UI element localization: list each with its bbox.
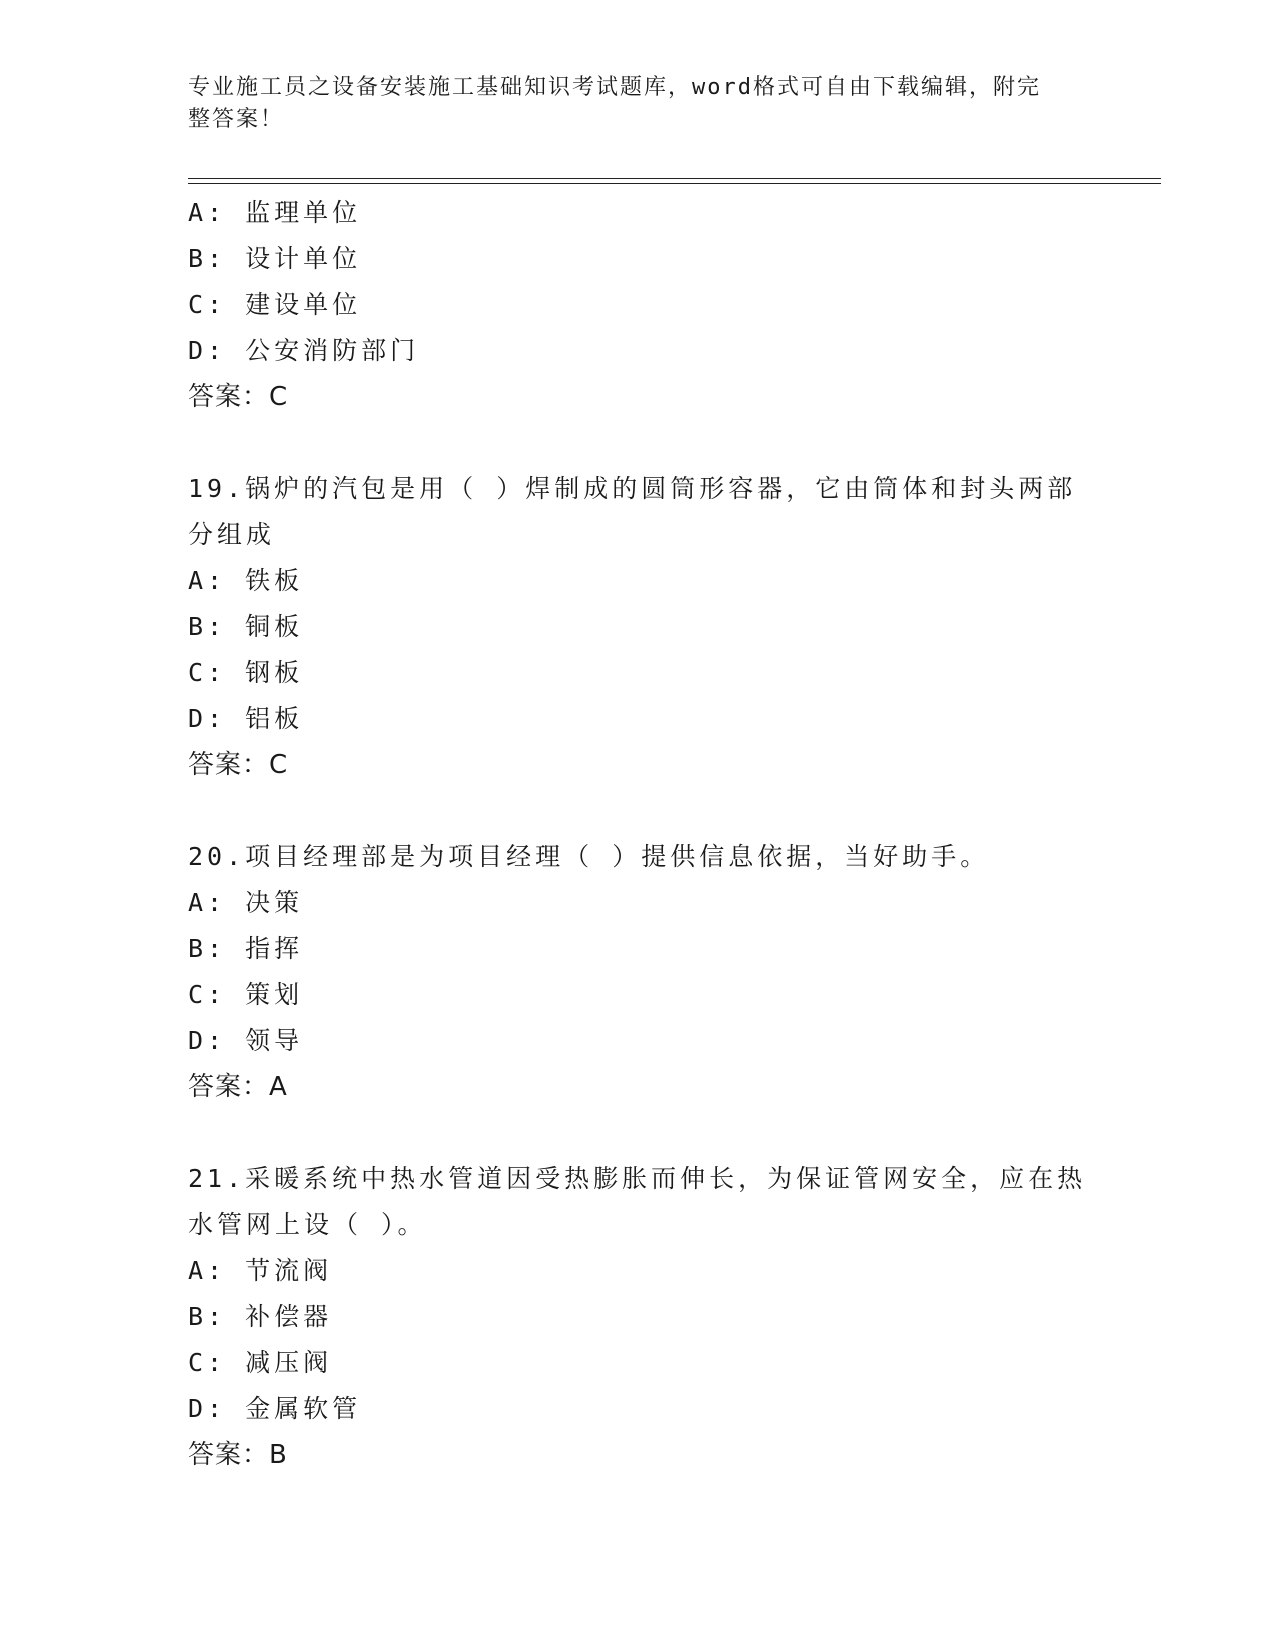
option-d: D: 铝板	[188, 704, 304, 733]
question-text-line: 19.锅炉的汽包是用（ ）焊制成的圆筒形容器，它由筒体和封头两部	[188, 474, 1077, 503]
option-c: C: 策划	[188, 980, 304, 1009]
question-19	[188, 466, 1088, 788]
question-text-line: 分组成	[188, 520, 276, 549]
question-text-line: 20.项目经理部是为项目经理（ ）提供信息依据，当好助手。	[188, 842, 990, 871]
option-d: D: 金属软管	[188, 1394, 362, 1423]
spacer	[188, 420, 1088, 466]
option-b: B: 铜板	[188, 612, 304, 641]
option-c: C: 钢板	[188, 658, 304, 687]
answer-line: 答案：A	[188, 1072, 288, 1102]
option-c: C: 建设单位	[188, 290, 362, 319]
answer-line: 答案：C	[188, 382, 289, 412]
question-partial	[188, 190, 1088, 420]
question-20	[188, 834, 1088, 1110]
question-text-line: 水管网上设（ ）。	[188, 1210, 427, 1239]
spacer	[188, 788, 1088, 834]
header-divider-top	[188, 178, 1161, 179]
header-divider-bottom	[188, 183, 1161, 184]
option-b: B: 补偿器	[188, 1302, 333, 1331]
option-a: A: 决策	[188, 888, 304, 917]
answer-line: 答案：B	[188, 1440, 288, 1470]
spacer	[188, 1110, 1088, 1156]
question-list	[188, 190, 1088, 1478]
header-line-1: 专业施工员之设备安装施工基础知识考试题库，word格式可自由下载编辑，附完	[188, 75, 1041, 100]
header-line-2: 整答案！	[188, 107, 285, 132]
option-d: D: 公安消防部门	[188, 336, 420, 365]
document-header	[188, 72, 1068, 136]
option-d: D: 领导	[188, 1026, 304, 1055]
option-a: A: 监理单位	[188, 198, 362, 227]
option-c: C: 减压阀	[188, 1348, 333, 1377]
answer-line: 答案：C	[188, 750, 289, 780]
option-a: A: 节流阀	[188, 1256, 333, 1285]
option-a: A: 铁板	[188, 566, 304, 595]
question-21	[188, 1156, 1088, 1478]
question-text-line: 21.采暖系统中热水管道因受热膨胀而伸长，为保证管网安全，应在热	[188, 1164, 1087, 1193]
option-b: B: 指挥	[188, 934, 304, 963]
option-b: B: 设计单位	[188, 244, 362, 273]
